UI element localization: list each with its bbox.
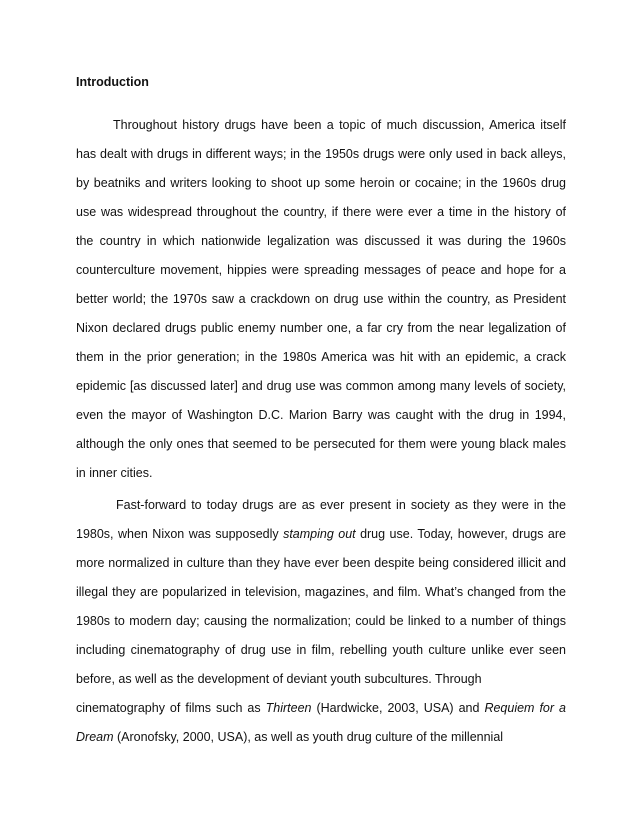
paragraph-1-line-9: them in the prior generation; in the 1980s America was hit with an epidemic, a crack	[76, 350, 566, 364]
paragraph-1-line-11: even the mayor of Washington D.C. Marion Barry was caught with the drug in 1994,	[76, 408, 566, 422]
paragraph-1-line-2: has dealt with drugs in different ways; in the 1950s drugs were only used in back alleys,	[76, 147, 566, 161]
paragraph-1-line-7: better world; the 1970s saw a crackdown on drug use within the country, as President	[76, 292, 566, 306]
paragraph-2-line-5: 1980s to modern day; causing the normalization; could be linked to a number of things	[76, 614, 566, 628]
section-heading: Introduction	[76, 75, 149, 89]
paragraph-1-line-13: in inner cities.	[76, 466, 153, 480]
paragraph-2-line-4: illegal they are popularized in television, magazines, and film. What’s changed from the	[76, 585, 566, 599]
paragraph-1-line-5: the country in which nationwide legalization was discussed it was during the 1960s	[76, 234, 566, 248]
paragraph-2-line-6: including cinematography of drug use in film, rebelling youth culture unlike ever seen	[76, 643, 566, 657]
paragraph-1-line-10: epidemic [as discussed later] and drug use was common among many levels of society,	[76, 379, 566, 393]
paragraph-2-line-7: before, as well as the development of deviant youth subcultures. Through	[76, 672, 482, 686]
paragraph-1-line-3: by beatniks and writers looking to shoot up some heroin or cocaine; in the 1960s drug	[76, 176, 566, 190]
paragraph-2-line-1: Fast-forward to today drugs are as ever present in society as they were in the	[116, 498, 566, 512]
paragraph-1-line-12: although the only ones that seemed to be persecuted for them were young black males	[76, 437, 566, 451]
paragraph-1-line-1: Throughout history drugs have been a topic of much discussion, America itself	[113, 118, 566, 132]
paragraph-2-line-2: 1980s, when Nixon was supposedly stamping out drug use. Today, however, drugs are	[76, 527, 566, 541]
paragraph-2-line-3: more normalized in culture than they have ever been despite being considered illicit and	[76, 556, 566, 570]
paragraph-2-line-8: cinematography of films such as Thirteen (Hardwicke, 2003, USA) and Requiem for a	[76, 701, 566, 715]
paragraph-1-line-4: use was widespread throughout the country, if there were ever a time in the history of	[76, 205, 566, 219]
paragraph-1-line-8: Nixon declared drugs public enemy number one, a far cry from the near legalization of	[76, 321, 566, 335]
paragraph-1-line-6: counterculture movement, hippies were spreading messages of peace and hope for a	[76, 263, 566, 277]
paragraph-2-line-9: Dream (Aronofsky, 2000, USA), as well as youth drug culture of the millennial	[76, 730, 504, 744]
